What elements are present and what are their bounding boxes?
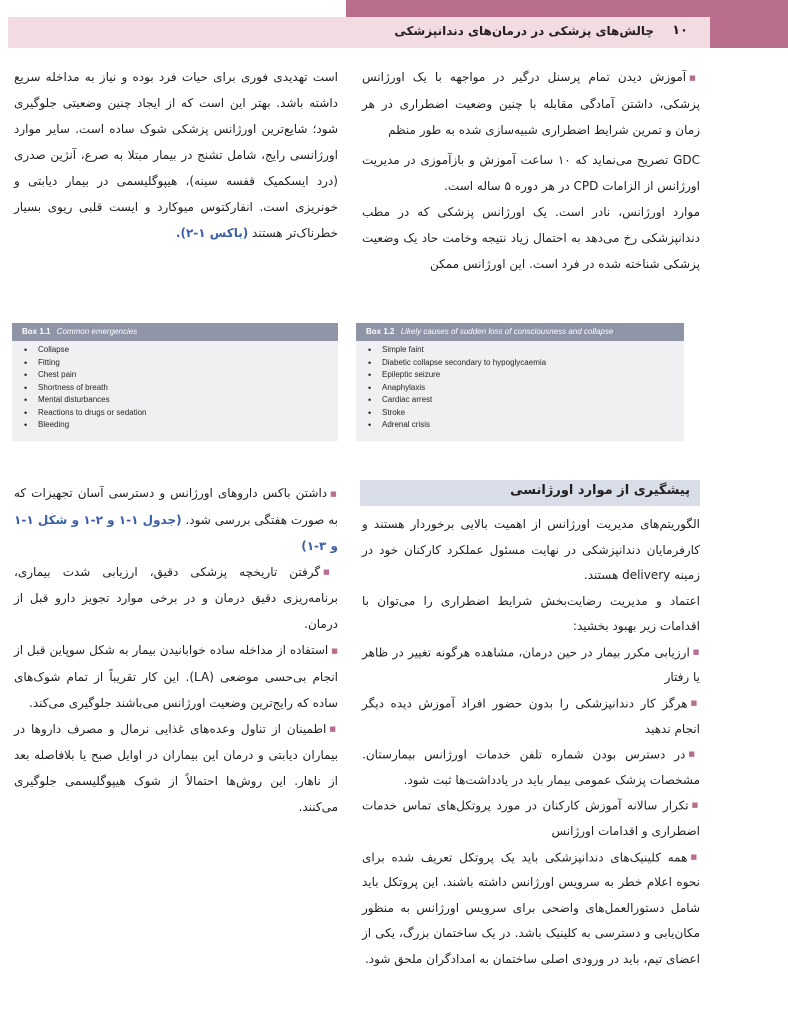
box-header	[356, 323, 684, 341]
box-common-emergencies	[12, 323, 338, 441]
list-item: • Reactions to drugs or sedation	[38, 407, 338, 420]
bottom-left-column	[14, 480, 338, 820]
list-item: • Shortness of breath	[38, 382, 338, 395]
bullet-item	[14, 480, 338, 559]
list-item: • Fitting	[38, 357, 338, 370]
paragraph-algorithms: الگوریتم‌های مدیریت اورژانس از اهمیت بالایی برخوردار هستند و کارفرمایان دندانپزشکی در نهایت مسئول عملکرد کارکنان خود در زمینه delivery هستند.	[362, 517, 700, 582]
bullet-item: ■ اطمینان از تناول وعده‌های غذایی نرمال و مصرف داروها در بیماران دیابتی و درمان این بیماران در اوایل صبح یا بلافاصله بعد از ناهار. این روش‌ها احتمالاً از شوک هیپوگلیسمی جلوگیری می‌کنند.	[14, 716, 338, 821]
bullet-item: ■ همه کلینیک‌های دندانپزشکی باید یک پروتکل تعریف شده برای نحوه اعلام خطر به سرویس اورژانس داشته باشند. این پروتکل باید شامل دستورالعمل‌های واضحی برای سرویس اورژانس به منظور مکان‌یابی و دسترسی به کلینیک باشد. در یک ساختمان بزرگ، یکی از اعضای تیم، باید در ورودی اصلی ساختمان به امدادگران ملحق شود.	[362, 845, 700, 973]
box-header	[12, 323, 338, 341]
bullet-item: ■ گرفتن تاریخچه پزشکی دقیق، ارزیابی شدت بیماری، برنامه‌ریزی دقیق درمان و در برخی موارد تجویز دارو قبل از درمان.	[14, 559, 338, 638]
box-causes-of-collapse	[356, 323, 684, 441]
bullet-item: ■ تکرار سالانه آموزش کارکنان در مورد پروتکل‌های تماس خدمات اضطراری و اقدامات اورژانس	[362, 793, 700, 844]
list-item: • Epileptic seizure	[382, 369, 684, 382]
box-caption: Common emergencies	[56, 327, 138, 336]
top-right-column	[362, 64, 700, 277]
bullet-item: ■ در دسترس بودن شماره تلفن خدمات اورژانس بیمارستان. مشخصات پزشک عمومی بیمار باید در یادداشت‌ها ثبت شود.	[362, 742, 700, 793]
list-item: • Stroke	[382, 407, 684, 420]
box-reference-link[interactable]: (باکس ۱-۲).	[175, 226, 249, 240]
list-item: • Chest pain	[38, 369, 338, 382]
list-item: • Anaphylaxis	[382, 382, 684, 395]
box-number: Box 1.2	[366, 327, 395, 336]
paragraph-training: ■ آموزش دیدن تمام پرسنل درگیر در مواجهه با یک اورژانس پزشکی، داشتن آمادگی مقابله با چنین وضعیت اضطراری در هر زمان و تمرین شرایط اضطراری شبیه‌سازی شده به طور منظم	[362, 64, 700, 143]
bullet-item: ■ هرگز کار دندانپزشکی را بدون حضور افراد آموزش دیده دیگر انجام ندهید	[362, 691, 700, 742]
bullet-item: ■ استفاده از مداخله ساده خوابانیدن بیمار به شکل سوپاین قبل از انجام بی‌حسی موضعی (LA). این کار تقریباً از تمام شوک‌های ساده که رایج‌ترین وضعیت اورژانس می‌باشند جلوگیری می‌کند.	[14, 637, 338, 716]
bottom-right-column	[362, 512, 700, 972]
paragraph-measures-intro: اعتماد و مدیریت رضایت‌بخش شرایط اضطراری را می‌توان با اقدامات زیر بهبود بخشید:	[362, 593, 700, 633]
bullet-item: ■ ارزیابی مکرر بیمار در حین درمان، مشاهده هرگونه تغییر در ظاهر یا رفتار	[362, 640, 700, 691]
list-item: • Cardiac arrest	[382, 394, 684, 407]
box-list	[12, 341, 338, 432]
paragraph-rare-emergencies: موارد اورژانس، نادر است. یک اورژانس پزشکی که در مطب دندانپزشکی رخ می‌دهد به احتمال زیاد نتیجه وخامت حاد یک وضعیت پزشکی شناخته شده در فرد است. این اورژانس ممکن	[362, 204, 700, 271]
box-caption: Likely causes of sudden loss of consciousness and collapse	[400, 327, 614, 336]
paragraph-continuation	[14, 64, 338, 246]
header-accent-strip	[346, 0, 788, 17]
section-heading: پیشگیری از موارد اورژانسی	[510, 483, 690, 498]
top-left-column	[14, 64, 338, 246]
list-item: • Collapse	[38, 344, 338, 357]
box-number: Box 1.1	[22, 327, 51, 336]
bullet-text: داشتن باکس داروهای اورژانس و دسترسی آسان تجهیزات که به صورت هفتگی بررسی شود.	[14, 486, 338, 527]
list-item: • Diabetic collapse secondary to hypoglycaemia	[382, 357, 684, 370]
paragraph-gdc: GDC تصریح می‌نماید که ۱۰ ساعت آموزش و بازآموزی در مدیریت اورژانس از الزامات CPD در هر دوره ۵ ساله است.	[362, 152, 700, 193]
table-figure-reference-link[interactable]: (جدول ۱-۱ و ۲-۱ و شکل ۱-۱ و ۳-۱)	[14, 512, 338, 553]
running-title: چالش‌های پزشکی در درمان‌های دندانپزشکی	[394, 24, 654, 38]
continuation-text: است تهدیدی فوری برای حیات فرد بوده و نیاز به مداخله سریع داشته باشد. بهتر این است که از ایجاد چنین وضعیتی جلوگیری شود؛ شایع‌ترین اورژانس پزشکی شوک ساده است. سایر موارد اورژانسی رایج، شامل تشنج در بیمار مبتلا به صرع، آنژین صدری (درد ایسکمیک قفسه سینه)، هیپوگلیسمی در بیمار دیابتی و خونریزی است. انفارکتوس میوکارد و ایست قلبی ریوی بسیار خطرناک‌تر هستند	[14, 70, 338, 240]
list-item: • Mental disturbances	[38, 394, 338, 407]
list-item: • Simple faint	[382, 344, 684, 357]
box-list	[356, 341, 684, 432]
header-page-tab	[710, 17, 788, 48]
list-item: • Adrenal crisis	[382, 419, 684, 432]
page-number: ۱۰	[672, 23, 688, 38]
list-item: • Bleeding	[38, 419, 338, 432]
